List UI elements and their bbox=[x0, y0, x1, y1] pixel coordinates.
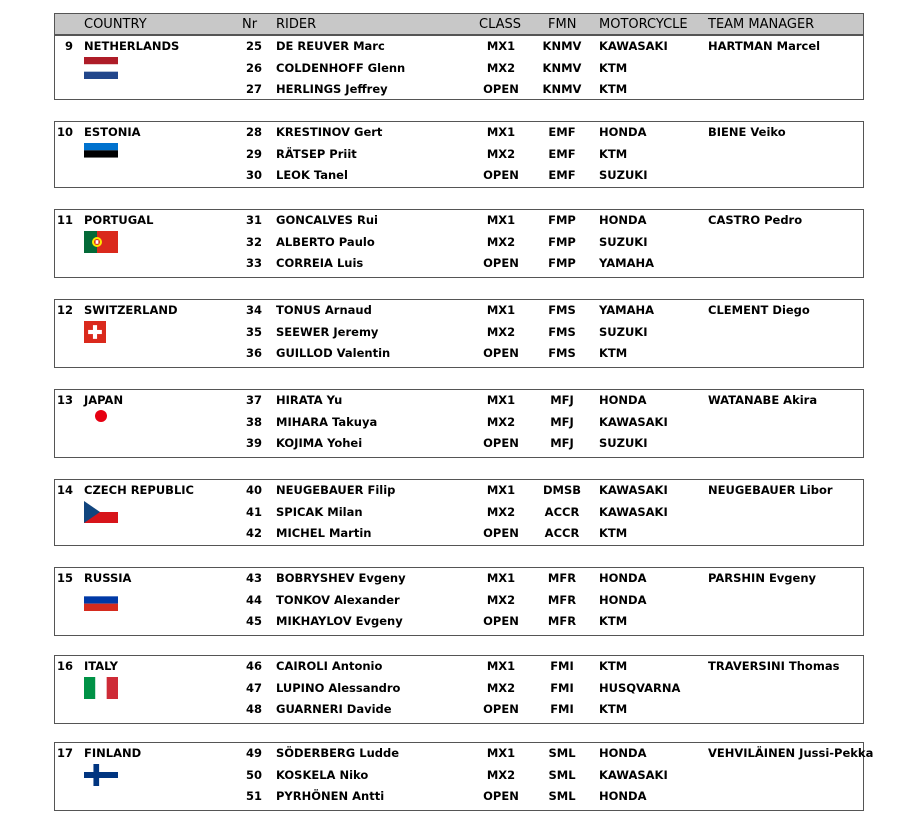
team-manager: CLEMENT Diego bbox=[708, 303, 810, 317]
team-country: FINLAND bbox=[84, 746, 142, 760]
team-block bbox=[54, 479, 864, 546]
rider-number: 37 bbox=[245, 393, 262, 407]
header-class: CLASS bbox=[479, 17, 522, 32]
team-position: 14 bbox=[57, 483, 74, 497]
team-manager: CASTRO Pedro bbox=[708, 213, 803, 227]
rider-motorcycle: SUZUKI bbox=[599, 235, 648, 249]
rider-motorcycle: KTM bbox=[599, 61, 628, 75]
rider-number: 42 bbox=[245, 526, 262, 540]
rider-class: OPEN bbox=[483, 526, 519, 540]
rider-number: 25 bbox=[245, 39, 262, 53]
team-manager: HARTMAN Marcel bbox=[708, 39, 821, 53]
rider-motorcycle: KAWASAKI bbox=[599, 768, 668, 782]
rider-class: OPEN bbox=[483, 702, 519, 716]
header-team-manager: TEAM MANAGER bbox=[708, 17, 815, 32]
team-manager: NEUGEBAUER Libor bbox=[708, 483, 833, 497]
team-country: NETHERLANDS bbox=[84, 39, 180, 53]
rider-class: MX2 bbox=[486, 415, 516, 429]
rider-motorcycle: HONDA bbox=[599, 789, 647, 803]
rider-name: HERLINGS Jeffrey bbox=[276, 82, 388, 96]
rider-name: CAIROLI Antonio bbox=[276, 659, 383, 673]
header-nr: Nr bbox=[242, 17, 258, 32]
rider-name: RÄTSEP Priit bbox=[276, 147, 357, 161]
rider-motorcycle: KTM bbox=[599, 614, 628, 628]
team-position: 12 bbox=[57, 303, 74, 317]
rider-motorcycle: YAMAHA bbox=[599, 256, 654, 270]
rider-motorcycle: KAWASAKI bbox=[599, 505, 668, 519]
team-country: ITALY bbox=[84, 659, 118, 673]
rider-fmn: MFJ bbox=[550, 415, 574, 429]
rider-motorcycle: HONDA bbox=[599, 593, 647, 607]
rider-number: 36 bbox=[245, 346, 262, 360]
rider-fmn: EMF bbox=[548, 147, 576, 161]
header-motorcycle: MOTORCYCLE bbox=[599, 17, 688, 32]
rider-name: SEEWER Jeremy bbox=[276, 325, 379, 339]
rider-fmn: SML bbox=[548, 746, 576, 760]
team-country: CZECH REPUBLIC bbox=[84, 483, 194, 497]
rider-class: MX1 bbox=[486, 125, 516, 139]
rider-class: MX2 bbox=[486, 235, 516, 249]
netherlands-flag-icon bbox=[84, 57, 118, 79]
rider-fmn: MFR bbox=[547, 571, 577, 585]
rider-number: 28 bbox=[245, 125, 262, 139]
rider-name: GONCALVES Rui bbox=[276, 213, 378, 227]
rider-fmn: DMSB bbox=[542, 483, 582, 497]
team-block bbox=[54, 299, 864, 368]
rider-class: MX2 bbox=[486, 61, 516, 75]
rider-motorcycle: KTM bbox=[599, 526, 628, 540]
rider-name: DE REUVER Marc bbox=[276, 39, 385, 53]
rider-motorcycle: KTM bbox=[599, 147, 628, 161]
rider-class: MX1 bbox=[486, 213, 516, 227]
rider-number: 49 bbox=[245, 746, 262, 760]
finland-flag-icon bbox=[84, 764, 118, 786]
rider-name: COLDENHOFF Glenn bbox=[276, 61, 406, 75]
rider-fmn: EMF bbox=[548, 168, 576, 182]
rider-name: NEUGEBAUER Filip bbox=[276, 483, 396, 497]
rider-name: HIRATA Yu bbox=[276, 393, 343, 407]
rider-name: PYRHÖNEN Antti bbox=[276, 789, 385, 803]
rider-number: 43 bbox=[245, 571, 262, 585]
rider-number: 41 bbox=[245, 505, 262, 519]
rider-name: BOBRYSHEV Evgeny bbox=[276, 571, 406, 585]
team-block bbox=[54, 655, 864, 724]
rider-motorcycle: KAWASAKI bbox=[599, 39, 668, 53]
switzerland-flag-icon bbox=[84, 321, 106, 343]
team-block bbox=[54, 209, 864, 278]
rider-motorcycle: KTM bbox=[599, 82, 628, 96]
rider-number: 40 bbox=[245, 483, 262, 497]
rider-name: LUPINO Alessandro bbox=[276, 681, 401, 695]
rider-class: OPEN bbox=[483, 346, 519, 360]
rider-fmn: KNMV bbox=[542, 61, 582, 75]
rider-fmn: ACCR bbox=[544, 505, 580, 519]
rider-number: 48 bbox=[245, 702, 262, 716]
team-position: 17 bbox=[57, 746, 74, 760]
rider-class: MX2 bbox=[486, 681, 516, 695]
team-position: 9 bbox=[64, 39, 73, 53]
rider-motorcycle: HUSQVARNA bbox=[599, 681, 681, 695]
rider-fmn: FMI bbox=[550, 659, 574, 673]
rider-fmn: MFJ bbox=[550, 393, 574, 407]
rider-motorcycle: KAWASAKI bbox=[599, 483, 668, 497]
rider-class: MX1 bbox=[486, 483, 516, 497]
rider-number: 34 bbox=[245, 303, 262, 317]
rider-number: 50 bbox=[245, 768, 262, 782]
header-fmn: FMN bbox=[548, 17, 577, 32]
rider-class: MX1 bbox=[486, 659, 516, 673]
rider-name: LEOK Tanel bbox=[276, 168, 348, 182]
rider-fmn: EMF bbox=[548, 125, 576, 139]
rider-fmn: FMP bbox=[548, 213, 576, 227]
rider-name: GUARNERI Davide bbox=[276, 702, 392, 716]
rider-name: MIHARA Takuya bbox=[276, 415, 378, 429]
rider-fmn: MFR bbox=[547, 614, 577, 628]
rider-motorcycle: HONDA bbox=[599, 125, 647, 139]
rider-fmn: SML bbox=[548, 789, 576, 803]
rider-motorcycle: KTM bbox=[599, 346, 628, 360]
rider-class: MX1 bbox=[486, 303, 516, 317]
rider-name: ALBERTO Paulo bbox=[276, 235, 375, 249]
rider-name: SPICAK Milan bbox=[276, 505, 363, 519]
team-position: 16 bbox=[57, 659, 74, 673]
team-country: JAPAN bbox=[84, 393, 124, 407]
rider-name: MICHEL Martin bbox=[276, 526, 372, 540]
team-position: 15 bbox=[57, 571, 74, 585]
rider-name: TONKOV Alexander bbox=[276, 593, 400, 607]
estonia-flag-icon bbox=[84, 143, 118, 165]
rider-class: MX1 bbox=[486, 39, 516, 53]
rider-number: 44 bbox=[245, 593, 262, 607]
rider-number: 51 bbox=[245, 789, 262, 803]
rider-number: 32 bbox=[245, 235, 262, 249]
rider-number: 33 bbox=[245, 256, 262, 270]
rider-motorcycle: HONDA bbox=[599, 393, 647, 407]
czech-flag-icon bbox=[84, 501, 118, 523]
team-block bbox=[54, 567, 864, 636]
team-manager: PARSHIN Evgeny bbox=[708, 571, 817, 585]
rider-number: 39 bbox=[245, 436, 262, 450]
rider-motorcycle: SUZUKI bbox=[599, 436, 648, 450]
rider-fmn: FMP bbox=[548, 235, 576, 249]
rider-name: CORREIA Luis bbox=[276, 256, 364, 270]
team-country: SWITZERLAND bbox=[84, 303, 178, 317]
rider-number: 26 bbox=[245, 61, 262, 75]
team-block bbox=[54, 389, 864, 458]
rider-number: 31 bbox=[245, 213, 262, 227]
team-position: 13 bbox=[57, 393, 74, 407]
japan-flag-icon bbox=[84, 409, 118, 431]
rider-name: KOJIMA Yohei bbox=[276, 436, 363, 450]
rider-motorcycle: KTM bbox=[599, 659, 628, 673]
team-block bbox=[54, 742, 874, 811]
portugal-flag-icon bbox=[84, 231, 118, 253]
header-country: COUNTRY bbox=[84, 17, 147, 32]
rider-class: OPEN bbox=[483, 614, 519, 628]
rider-name: SÖDERBERG Ludde bbox=[276, 746, 400, 760]
rider-fmn: FMS bbox=[548, 346, 576, 360]
rider-number: 35 bbox=[245, 325, 262, 339]
rider-class: MX2 bbox=[486, 505, 516, 519]
rider-fmn: SML bbox=[548, 768, 576, 782]
rider-fmn: FMP bbox=[548, 256, 576, 270]
rider-motorcycle: SUZUKI bbox=[599, 168, 648, 182]
rider-fmn: MFJ bbox=[550, 436, 574, 450]
rider-name: KRESTINOV Gert bbox=[276, 125, 383, 139]
rider-class: MX1 bbox=[486, 571, 516, 585]
rider-motorcycle: KAWASAKI bbox=[599, 415, 668, 429]
rider-motorcycle: KTM bbox=[599, 702, 628, 716]
team-manager: TRAVERSINI Thomas bbox=[708, 659, 840, 673]
rider-class: OPEN bbox=[483, 789, 519, 803]
rider-name: MIKHAYLOV Evgeny bbox=[276, 614, 403, 628]
rider-fmn: FMI bbox=[550, 681, 574, 695]
rider-fmn: FMI bbox=[550, 702, 574, 716]
rider-class: OPEN bbox=[483, 82, 519, 96]
rider-motorcycle: HONDA bbox=[599, 571, 647, 585]
rider-fmn: KNMV bbox=[542, 39, 582, 53]
rider-fmn: FMS bbox=[548, 325, 576, 339]
rider-motorcycle: YAMAHA bbox=[599, 303, 654, 317]
rider-motorcycle: SUZUKI bbox=[599, 325, 648, 339]
rider-motorcycle: HONDA bbox=[599, 213, 647, 227]
team-manager: WATANABE Akira bbox=[708, 393, 818, 407]
team-position: 11 bbox=[57, 213, 74, 227]
rider-fmn: KNMV bbox=[542, 82, 582, 96]
rider-number: 30 bbox=[245, 168, 262, 182]
rider-fmn: FMS bbox=[548, 303, 576, 317]
team-block bbox=[54, 121, 864, 188]
rider-class: MX1 bbox=[486, 393, 516, 407]
rider-class: MX2 bbox=[486, 147, 516, 161]
russia-flag-icon bbox=[84, 589, 118, 611]
team-country: ESTONIA bbox=[84, 125, 141, 139]
rider-class: MX2 bbox=[486, 325, 516, 339]
team-block bbox=[54, 35, 864, 100]
team-manager: VEHVILÄINEN Jussi-Pekka bbox=[708, 746, 874, 760]
rider-fmn: MFR bbox=[547, 593, 577, 607]
rider-class: MX2 bbox=[486, 768, 516, 782]
rider-number: 45 bbox=[245, 614, 262, 628]
rider-motorcycle: HONDA bbox=[599, 746, 647, 760]
rider-number: 27 bbox=[245, 82, 262, 96]
rider-fmn: ACCR bbox=[544, 526, 580, 540]
team-country: PORTUGAL bbox=[84, 213, 154, 227]
rider-number: 29 bbox=[245, 147, 262, 161]
rider-name: TONUS Arnaud bbox=[276, 303, 372, 317]
italy-flag-icon bbox=[84, 677, 118, 699]
rider-class: OPEN bbox=[483, 436, 519, 450]
rider-number: 47 bbox=[245, 681, 262, 695]
header-rider: RIDER bbox=[276, 17, 317, 32]
rider-name: KOSKELA Niko bbox=[276, 768, 369, 782]
table-header bbox=[54, 13, 864, 35]
rider-class: OPEN bbox=[483, 168, 519, 182]
team-country: RUSSIA bbox=[84, 571, 132, 585]
rider-class: MX1 bbox=[486, 746, 516, 760]
rider-class: MX2 bbox=[486, 593, 516, 607]
rider-number: 38 bbox=[245, 415, 262, 429]
team-manager: BIENE Veiko bbox=[708, 125, 786, 139]
team-position: 10 bbox=[57, 125, 74, 139]
rider-number: 46 bbox=[245, 659, 262, 673]
rider-name: GUILLOD Valentin bbox=[276, 346, 391, 360]
rider-class: OPEN bbox=[483, 256, 519, 270]
